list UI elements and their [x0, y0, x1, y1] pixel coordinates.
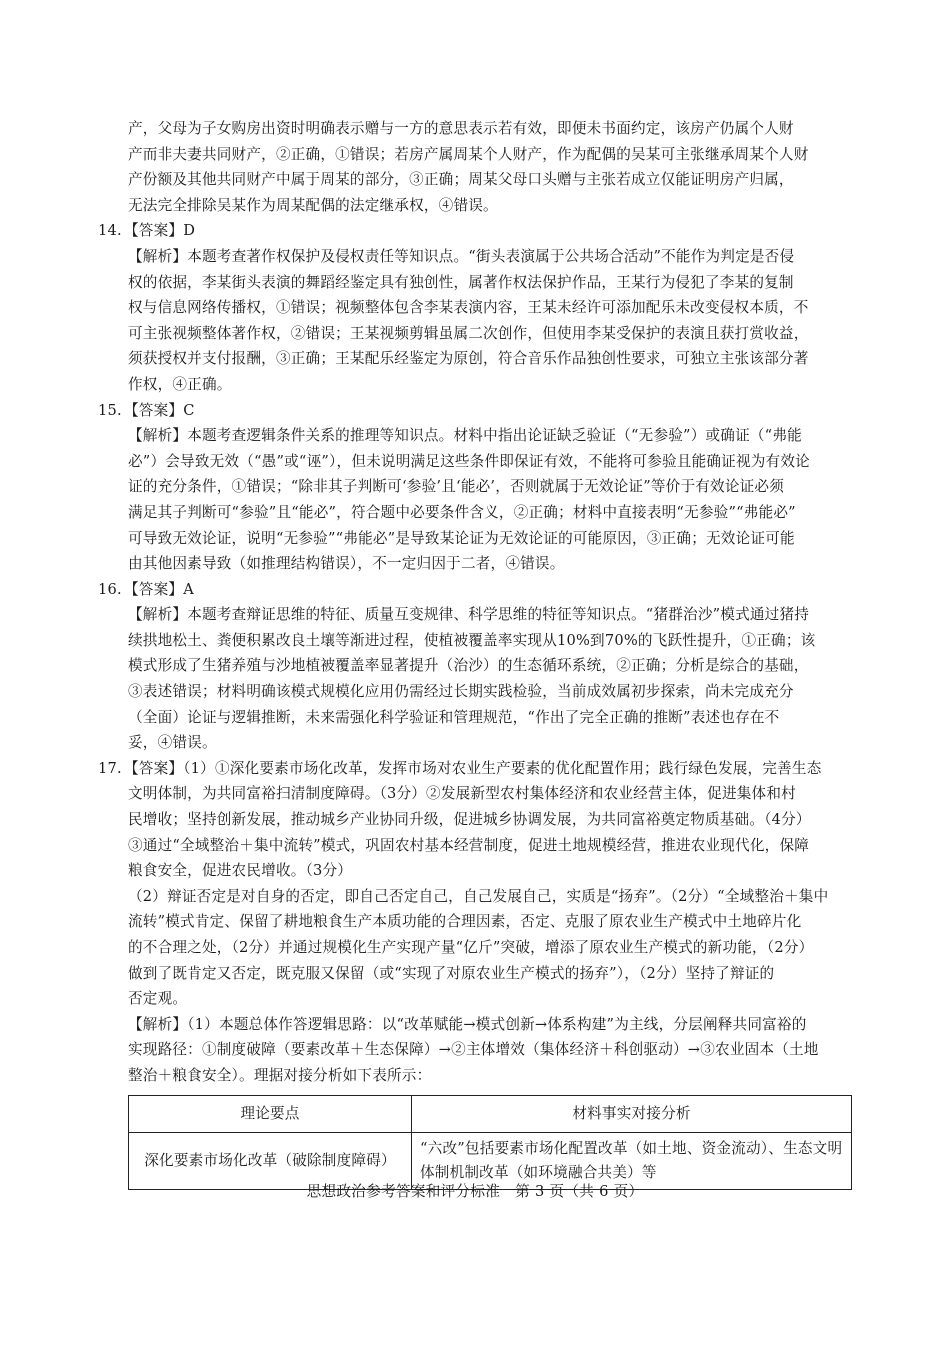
answer-label: 【答案】	[124, 580, 184, 598]
question-14-analysis	[98, 244, 854, 398]
text-line: ③通过“全域整治＋集中流转”模式，巩固农村基本经营制度，促进土地规模经营，推进农业现代化，保障	[128, 836, 810, 854]
analysis-label: 【解析】	[128, 427, 188, 445]
question-number: 16.	[98, 580, 122, 598]
table-cell-analysis: “六改”包括要素市场化配置改革（如土地、资金流动）、生态文明体制机制改革（如环境融合共美）等	[412, 1132, 852, 1189]
question-15-analysis	[98, 423, 854, 577]
text-line: 粮食安全，促进农民增收。（3分）	[128, 862, 353, 880]
text-line: 权与信息网络传播权，①错误；视频整体包含李某表演内容，王某未经许可添加配乐未改变侵权本质，不	[128, 299, 809, 317]
analysis-label: 【解析】	[128, 247, 188, 265]
text-line: 可主张视频整体著作权，②错误；王某视频剪辑虽属二次创作，但使用李某受保护的表演且获打赏收益，	[128, 324, 809, 342]
text-line: 文明体制，为共同富裕扫清制度障碍。（3分）②发展新型农村集体经济和农业经营主体，促进集体和村	[128, 785, 796, 803]
analysis-text: 本题考查辩证思维的特征、质量互变规律、科学思维的特征等知识点。“猪群治沙”模式通过猪持	[187, 606, 810, 624]
analysis-text: 本题考查著作权保护及侵权责任等知识点。“街头表演属于公共场合活动”不能作为判定是否侵	[187, 247, 795, 265]
text-line: 必”）会导致无效（“愚”或“诬”），但未说明满足这些条件即保证有效，不能将可参验且能确证视为有效论	[128, 452, 810, 470]
text-line: 的不合理之处，（2分）并通过规模化生产实现产量“亿斤”突破，增添了原农业生产模式的新功能，（2分）	[128, 939, 814, 956]
text-line: ③表述错误；材料明确该模式规模化应用仍需经过长期实践检验，当前成效属初步探索，尚未完成充分	[128, 683, 794, 701]
table-header: 材料事实对接分析	[412, 1095, 852, 1132]
question-number: 14.	[98, 222, 122, 240]
table-cell-point: 深化要素市场化改革（破除制度障碍）	[129, 1132, 412, 1189]
answer-label: 【答案】	[124, 222, 184, 240]
analysis-label: 【解析】	[128, 1015, 188, 1033]
text-line: 流转”模式肯定、保留了耕地粮食生产本质功能的合理因素，否定、克服了原农业生产模式中土地碎片化	[128, 913, 802, 931]
text-line: 产而非夫妻共同财产，②正确，①错误；若房产属周某个人财产，作为配偶的吴某可主张继承周某个人财	[128, 145, 809, 163]
text-line: 权的依据，李某街头表演的舞蹈经鉴定具有独创性，属著作权法保护作品，王某行为侵犯了李某的复制	[128, 273, 794, 291]
text-line: 须获授权并支付报酬，③正确；王某配乐经鉴定为原创，符合音乐作品独创性要求，可独立主张该部分著	[128, 350, 809, 368]
text-line: 可导致无效论证，说明“无参验”“弗能必”是导致某论证为无效论证的可能原因，③正确；无效论证可能	[128, 529, 795, 547]
text-line: 民增收；坚持创新发展，推动城乡产业协同升级，促进城乡协调发展，为共同富裕奠定物质基础。（4分）	[128, 811, 811, 829]
question-16-analysis	[98, 602, 854, 756]
question-17-answer-body	[98, 781, 854, 1088]
text-line: 满足其子判断可“参验”且“能必”，符合题中必要条件含义，②正确；材料中直接表明“无参验”“弗能必”	[128, 503, 796, 521]
answer-content	[98, 116, 854, 1190]
text-line	[128, 1012, 854, 1038]
text-line	[128, 244, 854, 270]
table-header-row	[129, 1095, 852, 1132]
text-line: 无法完全排除吴某作为周某配偶的法定继承权，④错误。	[128, 196, 498, 214]
text-line	[128, 602, 854, 628]
text-line: （2）辩证否定是对自身的否定，即自己否定自己，自己发展自己，实质是“扬弃”。（2分）“全域整治＋集中	[128, 887, 829, 905]
text-line: 妥，④错误。	[128, 734, 217, 752]
answer-value: C	[183, 401, 195, 419]
question-15-answer	[98, 398, 854, 424]
answer-value: A	[183, 580, 194, 598]
analysis-text: 本题考查逻辑条件关系的推理等知识点。材料中指出论证缺乏验证（“无参验”）或确证（“弗能	[187, 427, 802, 445]
text-line: 由其他因素导致（如推理结构错误），不一定归因于二者，④错误。	[128, 555, 565, 573]
analysis-text: （1）本题总体作答逻辑思路：以“改革赋能→模式创新→体系构建”为主线，分层阐释共同富裕的	[187, 1015, 807, 1033]
text-line: 产，父母为子女购房出资时明确表示赠与一方的意思表示若有效，即便未书面约定，该房产仍属个人财	[128, 120, 794, 137]
text-line: 实现路径：①制度破障（要素改革＋生态保障）→②主体增效（集体经济＋科创驱动）→③农业固本（土地	[128, 1041, 819, 1059]
answer-value: D	[183, 222, 196, 240]
analysis-table	[128, 1095, 852, 1190]
answer-label: 【答案】	[124, 759, 184, 777]
text-line: 做到了既肯定又否定，既克服又保留（或“实现了对原农业生产模式的扬弃”），（2分）坚持了辩证的	[128, 964, 775, 982]
text-line	[128, 423, 854, 449]
text-line: 证的充分条件，①错误；“除非其子判断可‘参验’且‘能必’，否则就属于无效论证”等价于有效论证必须	[128, 478, 785, 496]
question-14-answer	[98, 218, 854, 244]
text-line: 模式形成了生猪养殖与沙地植被覆盖率显著提升（治沙）的生态循环系统，②正确；分析是综合的基础，	[128, 657, 809, 675]
continued-analysis	[98, 116, 854, 218]
page-footer: 思想政治参考答案和评分标准 第 3 页（共 6 页）	[306, 1183, 644, 1200]
text-line: 整治＋粮食安全）。理据对接分析如下表所示：	[128, 1066, 432, 1084]
answer-label: 【答案】	[124, 401, 184, 419]
text-line: 作权，④正确。	[128, 375, 232, 393]
text-line: （全面）论证与逻辑推断，未来需强化科学验证和管理规范，“作出了完全正确的推断”表述也存在不	[128, 708, 780, 726]
text-line: 否定观。	[128, 990, 188, 1008]
question-16-answer	[98, 577, 854, 603]
question-number: 15.	[98, 401, 122, 419]
text-line: 产份额及其他共同财产中属于周某的部分，③正确；周某父母口头赠与主张若成立仅能证明房产归属，	[128, 171, 794, 189]
question-17-answer	[98, 756, 854, 782]
analysis-label: 【解析】	[128, 606, 188, 624]
question-number: 17.	[98, 759, 122, 777]
answer-text: （1）①深化要素市场化改革，发挥市场对农业生产要素的优化配置作用；践行绿色发展，完善生态	[183, 759, 822, 777]
text-line: 续拱地松土、粪便积累改良土壤等渐进过程，使植被覆盖率实现从10%到70%的飞跃性提升，①正确；该	[128, 631, 816, 649]
table-header: 理论要点	[129, 1095, 412, 1132]
